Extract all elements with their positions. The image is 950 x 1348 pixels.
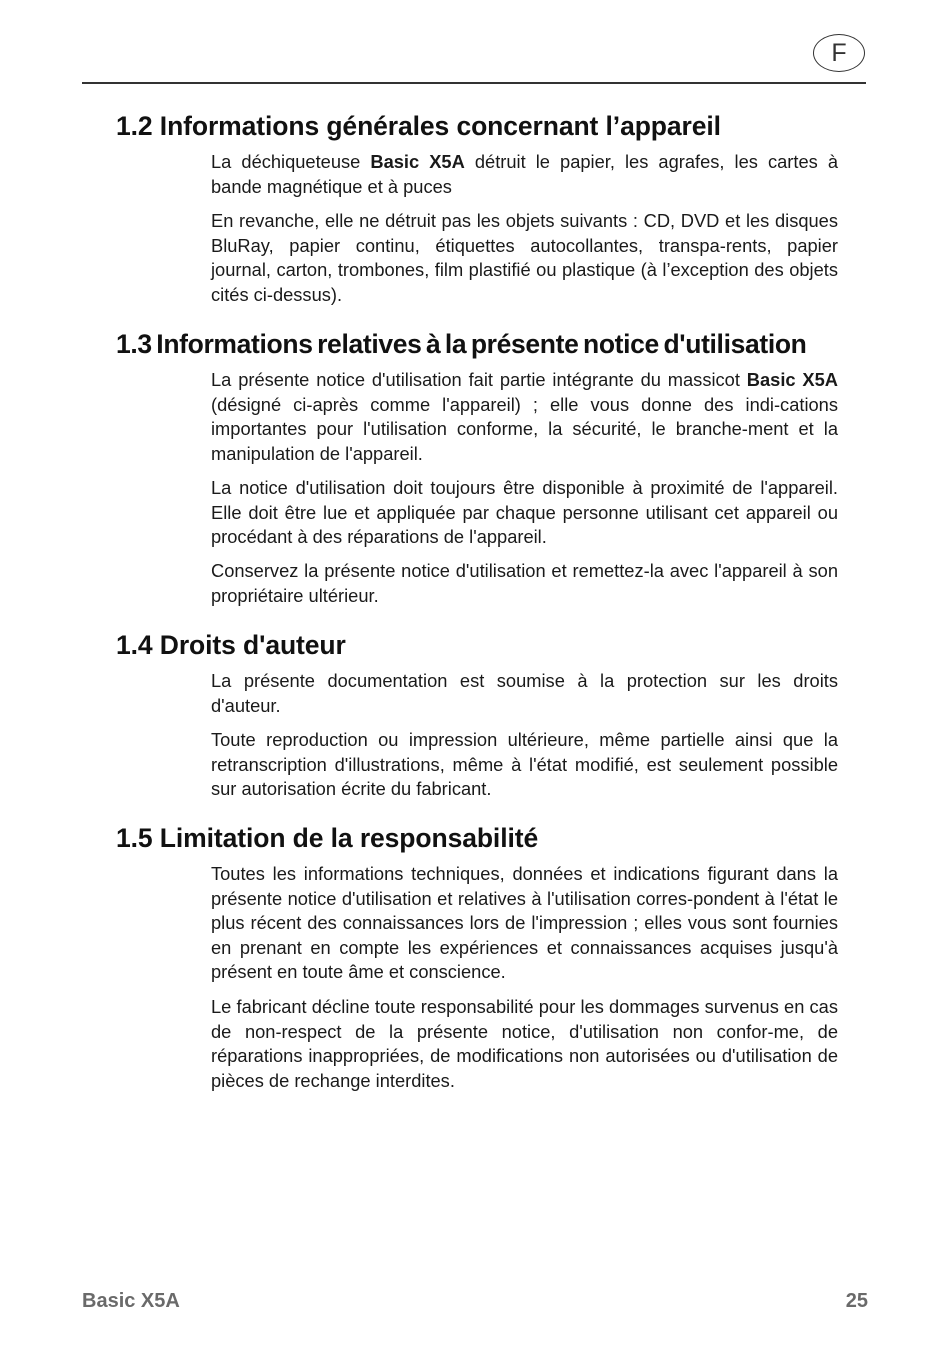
section-title-copyright: 1.4 Droits d'auteur <box>116 630 346 660</box>
paragraph: Toutes les informations techniques, données et indications figurant dans la présente notice d'utilisation et relatives à l'utilisation corres-pondent à l'état le plus récent des connaissances lors de l'impression ; elles vous sont fournies en prenant en compte les expériences et connaissances acquises jusqu'à présent en toute âme et conscience. <box>211 863 838 982</box>
section-title-liability: 1.5 Limitation de la responsabilité <box>116 823 539 853</box>
footer-page-number: 25 <box>845 1290 868 1312</box>
header-divider <box>82 82 866 84</box>
paragraph: En revanche, elle ne détruit pas les objets suivants : CD, DVD et les disques BluRay, papier continu, étiquettes autocollantes, transpa-rents, papier journal, carton, trombones, film plastifié ou plastique (à l’exception des objets cités ci-dessus). <box>211 210 838 305</box>
paragraph: Conservez la présente notice d'utilisation et remettez-la avec l'appareil à son propriétaire ultérieur. <box>211 560 838 606</box>
paragraph: Le fabricant décline toute responsabilité pour les dommages survenus en cas de non-respect de la présente notice, d'utilisation non confor-me, de réparations inappropriées, de modifications non autorisées ou d'utilisation de pièces de rechange interdites. <box>211 996 838 1091</box>
section-title-general-info: 1.2 Informations générales concernant l’appareil <box>116 111 721 141</box>
paragraph: Toute reproduction ou impression ultérieure, même partielle ainsi que la retranscription d'illustrations, même à l'état modifié, est seulement possible sur autorisation écrite du fabricant. <box>211 729 838 799</box>
paragraph: La présente notice d'utilisation fait partie intégrante du massicot Basic X5A (désigné ci-après comme l'appareil) ; elle vous donne des indi-cations importantes pour l'utilisation conforme, la sécurité, le branche-ment et la manipulation de l'appareil. <box>211 369 838 464</box>
section-title-manual-info: 1.3 Informations relatives à la présente notice d'utilisation <box>116 329 807 359</box>
language-badge: F <box>813 34 865 72</box>
paragraph: La déchiqueteuse Basic X5A détruit le papier, les agrafes, les cartes à bande magnétique et à puces <box>211 151 838 197</box>
footer-product-name: Basic X5A <box>82 1290 180 1312</box>
paragraph: La notice d'utilisation doit toujours être disponible à proximité de l'appareil. Elle doit être lue et appliquée par chaque personne utilisant cet appareil ou procédant à des réparations de l'appareil. <box>211 477 838 547</box>
paragraph: La présente documentation est soumise à la protection sur les droits d'auteur. <box>211 670 838 716</box>
